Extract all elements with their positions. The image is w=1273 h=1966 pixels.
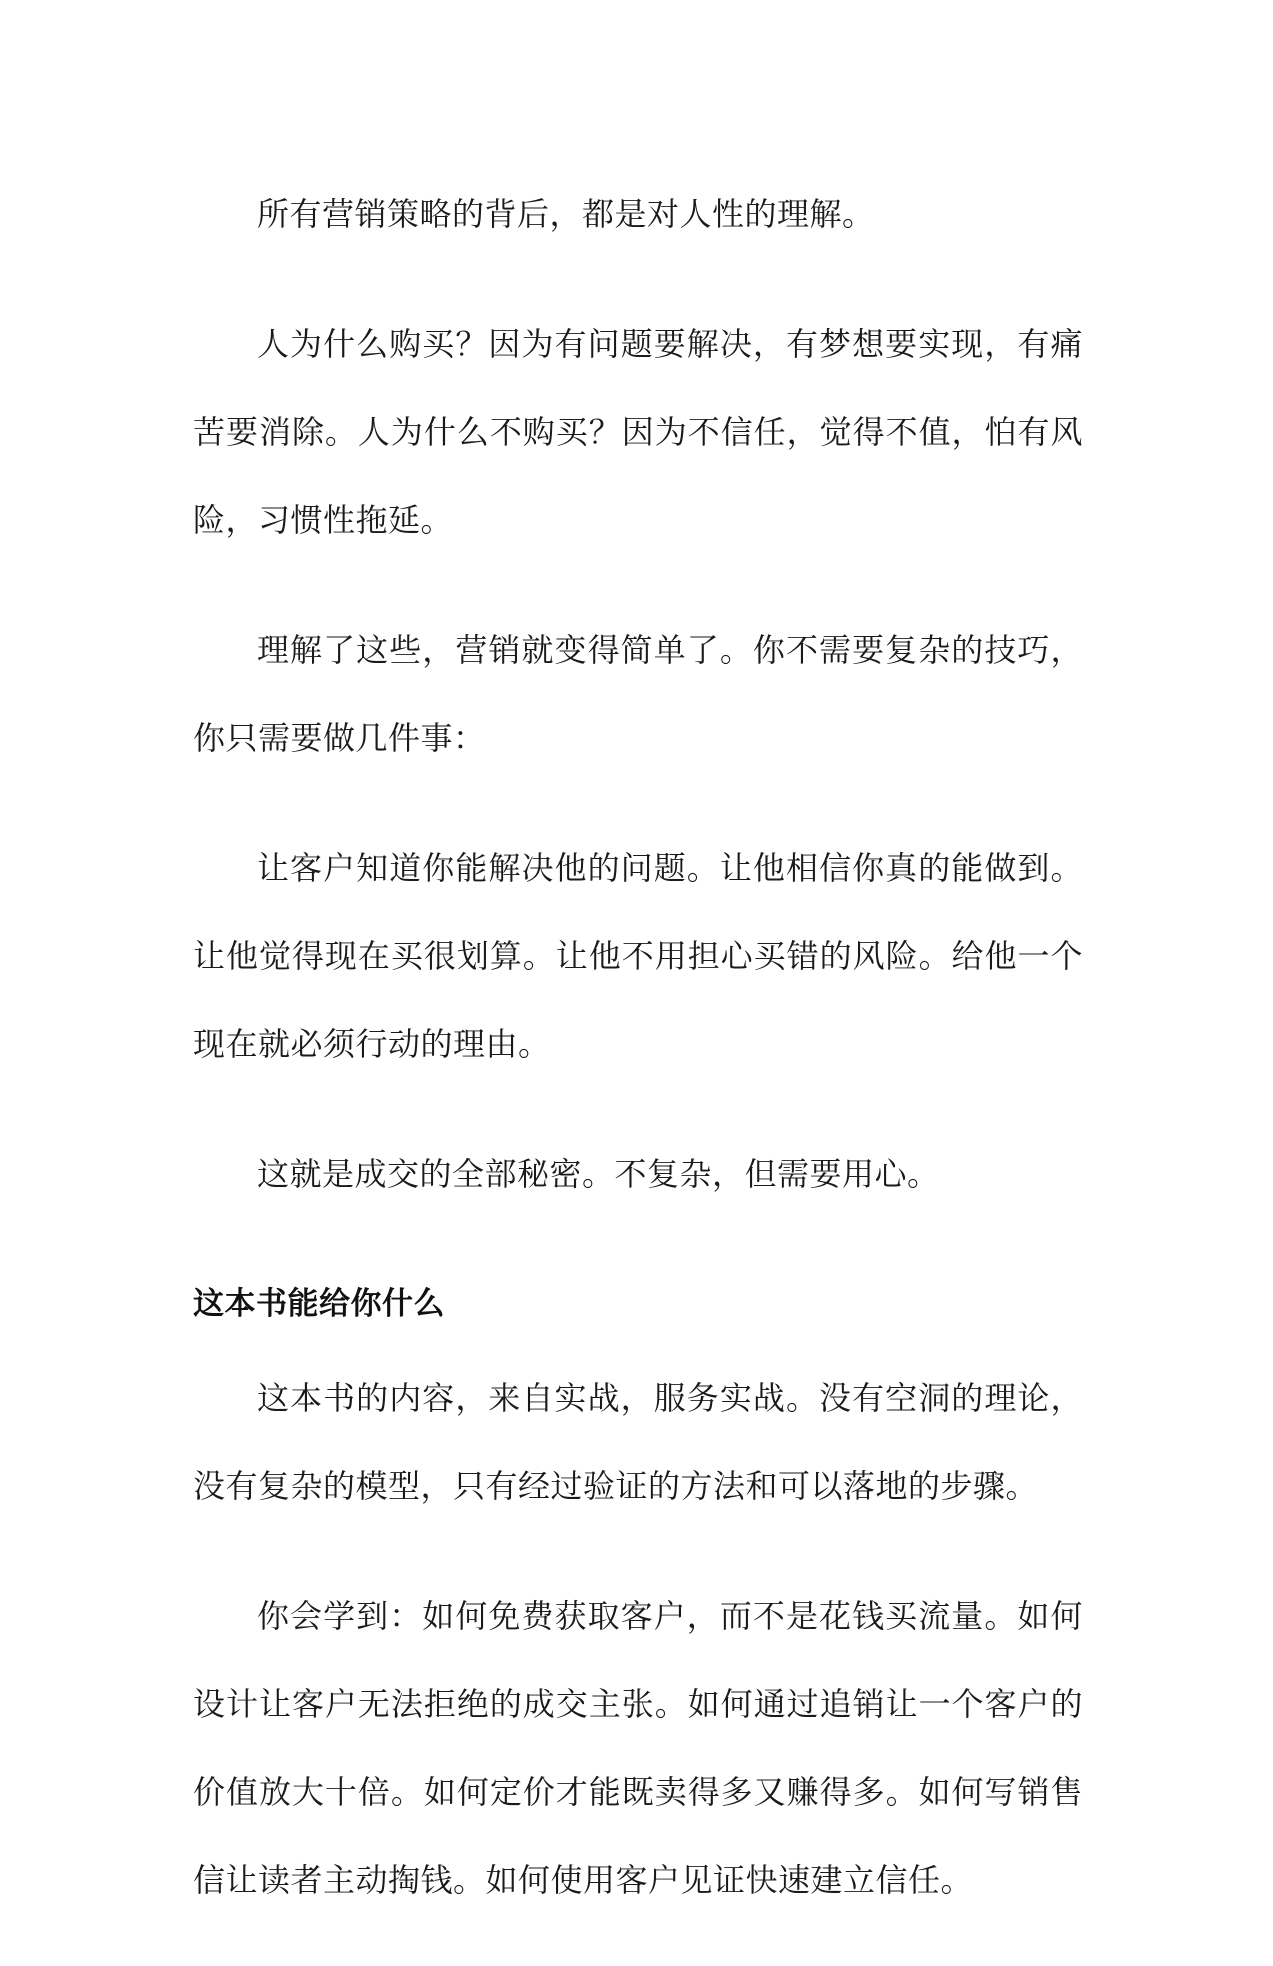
paragraph-closing-secret: 这就是成交的全部秘密。不复杂，但需要用心。 [257, 1155, 940, 1193]
paragraph-why-buy: 人为什么购买？因为有问题要解决，有梦想要实现，有痛苦要消除。人为什么不购买？因为不信任，觉得不值，怕有风险，习惯性拖延。 [193, 325, 1083, 539]
section-heading: 这本书能给你什么 [193, 1286, 445, 1322]
paragraph-human-nature: 所有营销策略的背后，都是对人性的理解。 [257, 195, 875, 233]
paragraph-book-content: 这本书的内容，来自实战，服务实战。没有空洞的理论，没有复杂的模型，只有经过验证的方法和可以落地的步骤。 [193, 1379, 1083, 1505]
paragraph-simple-marketing: 理解了这些，营销就变得简单了。你不需要复杂的技巧，你只需要做几件事： [193, 631, 1083, 757]
paragraph-key-steps: 让客户知道你能解决他的问题。让他相信你真的能做到。让他觉得现在买很划算。让他不用担心买错的风险。给他一个现在就必须行动的理由。 [193, 849, 1083, 1063]
document-body [193, 170, 1083, 1966]
paragraph-what-you-learn: 你会学到：如何免费获取客户，而不是花钱买流量。如何设计让客户无法拒绝的成交主张。如何通过追销让一个客户的价值放大十倍。如何定价才能既卖得多又赚得多。如何写销售信让读者主动掏钱。如何使用客户见证快速建立信任。 [193, 1597, 1083, 1899]
